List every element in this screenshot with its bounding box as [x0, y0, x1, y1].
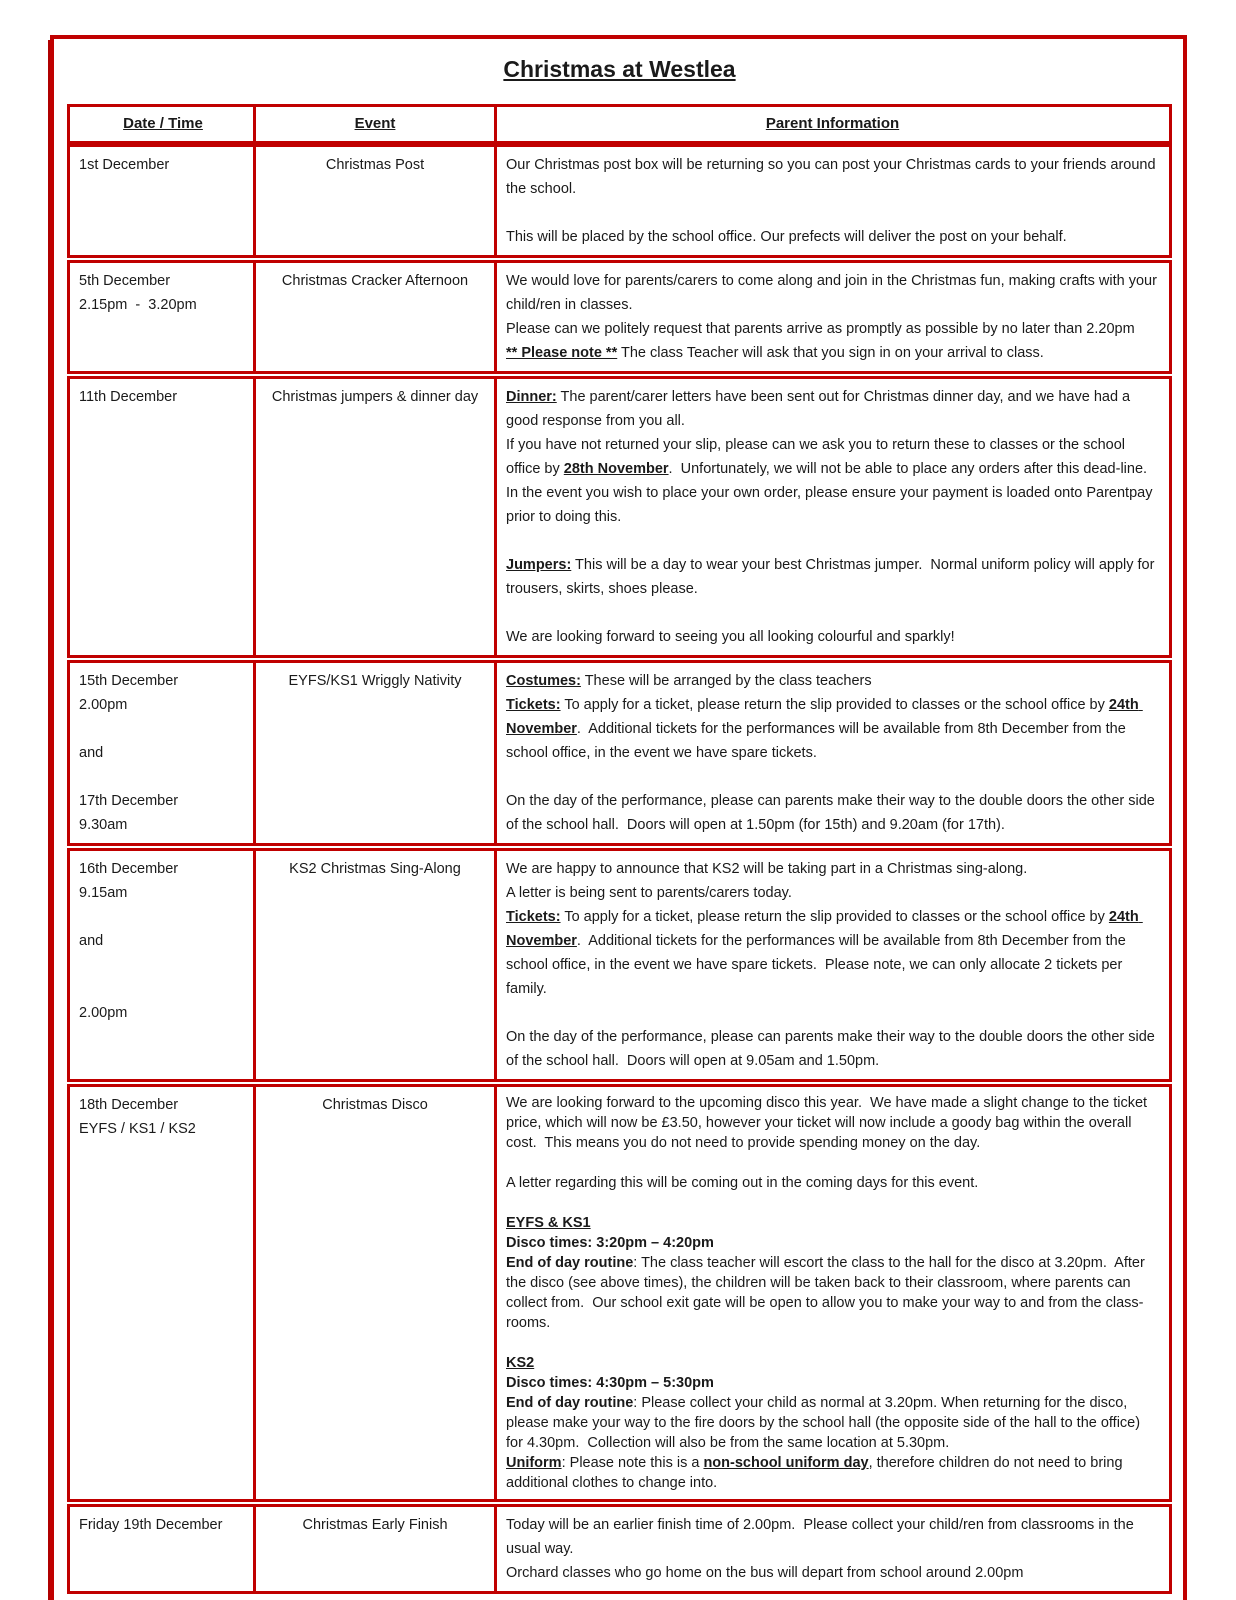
text-run: Today will be an earlier finish time of 2.00pm. Please collect your child/ren from classrooms in the usual way.	[506, 1517, 1138, 1557]
text-run: : The class teacher will escort the class to the hall for the disco at 3.20pm. After the disco (see above times), the children will be taken back to their classroom, where parents can collect from. Our school exit gate will be open to allow you to make your way to and from the class-rooms.	[506, 1255, 1149, 1331]
header-date-time: Date / Time	[70, 107, 256, 141]
date-cell	[70, 1087, 256, 1499]
info-paragraph	[506, 201, 1159, 225]
date-line	[79, 765, 247, 789]
text-run: End of day routine	[506, 1395, 634, 1411]
text-run: Our Christmas post box will be returning so you can post your Christmas cards to your friends around the school.	[506, 157, 1160, 197]
date-line: 2.00pm	[79, 1005, 128, 1021]
date-line: 18th December	[79, 1097, 179, 1113]
text-run: To apply for a ticket, please return the slip provided to classes or the school office by	[560, 909, 1109, 925]
date-line: 9.30am	[79, 817, 128, 833]
date-line: 5th December	[79, 273, 171, 289]
text-run: A letter is being sent to parents/carers today.	[506, 885, 792, 901]
info-paragraph	[506, 601, 1159, 625]
text-run: The parent/carer letters have been sent out for Christmas dinner day, and we have had a good response from you all.	[506, 389, 1135, 429]
info-paragraph	[506, 1173, 1159, 1193]
header-parent-information: Parent Information	[765, 115, 900, 132]
info-paragraph	[506, 905, 1159, 1001]
date-cell	[70, 263, 256, 371]
info-cell	[497, 851, 1169, 1079]
info-paragraph	[506, 1213, 1159, 1233]
date-cell	[70, 663, 256, 843]
info-paragraph	[506, 317, 1159, 341]
event-cell: Christmas Early Finish	[256, 1507, 497, 1591]
date-cell	[70, 851, 256, 1079]
info-paragraph	[506, 1561, 1159, 1585]
text-run: These will be arranged by the class teachers	[580, 673, 872, 689]
table-row	[67, 660, 1172, 846]
date-line	[79, 977, 247, 1001]
info-paragraph	[506, 433, 1159, 529]
event-cell: Christmas Post	[256, 147, 497, 255]
text-run: Tickets:	[506, 697, 561, 713]
text-run: : Please collect your child as normal at 3.20pm. When returning for the disco, please make your way to the fire doors by the school hall (the opposite side of the hall to the office) for 4.30pm. Collection will also be from the same location at 5.30pm.	[506, 1395, 1145, 1451]
info-paragraph	[506, 529, 1159, 553]
info-cell	[497, 379, 1169, 655]
date-line: 2.00pm	[79, 697, 128, 713]
info-paragraph	[506, 225, 1159, 249]
text-run: Dinner:	[506, 389, 557, 405]
date-line: and	[79, 933, 104, 949]
table-row	[67, 1084, 1172, 1502]
info-cell	[497, 263, 1169, 371]
text-run: Disco times: 4:30pm – 5:30pm	[506, 1375, 714, 1391]
text-run: 24th November	[506, 697, 1143, 737]
info-paragraph	[506, 1093, 1159, 1153]
text-run: Tickets:	[506, 909, 561, 925]
info-paragraph	[506, 857, 1159, 881]
date-line	[79, 953, 247, 977]
text-run: EYFS & KS1	[506, 1215, 591, 1231]
info-paragraph	[506, 1153, 1159, 1173]
info-paragraph	[506, 1025, 1159, 1073]
text-run: If you have not returned your slip, please can we ask you to return these to classes or the school office by	[506, 437, 1130, 477]
table-row	[67, 1504, 1172, 1594]
info-paragraph	[506, 881, 1159, 905]
text-run: KS2	[506, 1355, 535, 1371]
text-run: On the day of the performance, please can parents make their way to the double doors the other side of the school hall. Doors will open at 1.50pm (for 15th) and 9.20am (for 17th).	[506, 793, 1159, 833]
text-run: Jumpers:	[506, 557, 572, 573]
header-event: Event	[256, 107, 497, 141]
date-line: 11th December	[79, 389, 178, 405]
date-line: and	[79, 745, 104, 761]
text-run: This will be a day to wear your best Christmas jumper. Normal uniform policy will apply for trousers, skirts, shoes please.	[506, 557, 1159, 597]
info-paragraph	[506, 669, 1159, 693]
text-run: We would love for parents/carers to come along and join in the Christmas fun, making crafts with your child/ren in classes.	[506, 273, 1161, 313]
info-paragraph	[506, 789, 1159, 837]
text-run: To apply for a ticket, please return the slip provided to classes or the school office by	[560, 697, 1109, 713]
page-title: Christmas at Westlea	[503, 56, 736, 82]
text-run: , therefore children do not need to bring additional clothes to change into.	[506, 1455, 1127, 1491]
info-paragraph	[506, 1233, 1159, 1253]
date-cell	[70, 379, 256, 655]
date-line: 16th December	[79, 861, 179, 877]
info-paragraph	[506, 1193, 1159, 1213]
info-paragraph	[506, 269, 1159, 317]
info-paragraph	[506, 1453, 1159, 1493]
text-run: 24th November	[506, 909, 1143, 949]
text-run: ** Please note **	[506, 345, 618, 361]
info-paragraph	[506, 625, 1159, 649]
text-run: The class Teacher will ask that you sign in on your arrival to class.	[617, 345, 1044, 361]
text-run: . Additional tickets for the performances will be available from 8th December from the school office, in the event we have spare tickets. Please note, we can only allocate 2 tickets per family.	[506, 933, 1130, 997]
date-cell	[70, 1507, 256, 1591]
table-body	[67, 144, 1172, 1594]
text-run: Costumes:	[506, 673, 581, 689]
table-row	[67, 260, 1172, 374]
event-cell: KS2 Christmas Sing-Along	[256, 851, 497, 1079]
info-paragraph	[506, 1393, 1159, 1453]
text-run: Orchard classes who go home on the bus will depart from school around 2.00pm	[506, 1565, 1024, 1581]
info-paragraph	[506, 1253, 1159, 1333]
info-cell	[497, 147, 1169, 255]
info-paragraph	[506, 385, 1159, 433]
text-run: This will be placed by the school office. Our prefects will deliver the post on your behalf.	[506, 229, 1067, 245]
date-line: 2.15pm - 3.20pm	[79, 297, 197, 313]
text-run: . Unfortunately, we will not be able to place any orders after this dead-line. In the event you wish to place your own order, please ensure your payment is loaded onto Parentpay prior to doing this.	[506, 461, 1157, 525]
table-header-row	[67, 104, 1172, 144]
info-paragraph	[506, 1513, 1159, 1561]
table-row	[67, 144, 1172, 258]
date-line: Friday 19th December	[79, 1517, 223, 1533]
text-run: non-school uniform day	[703, 1455, 869, 1471]
info-paragraph	[506, 153, 1159, 201]
text-run: Please can we politely request that parents arrive as promptly as possible by no later than 2.20pm	[506, 321, 1135, 337]
text-run: . Additional tickets for the performances will be available from 8th December from the school office, in the event we have spare tickets.	[506, 721, 1130, 761]
info-paragraph	[506, 1001, 1159, 1025]
date-cell	[70, 147, 256, 255]
text-run: We are happy to announce that KS2 will be taking part in a Christmas sing-along.	[506, 861, 1028, 877]
date-line: 17th December	[79, 793, 179, 809]
date-line	[79, 717, 247, 741]
table-row	[67, 376, 1172, 658]
text-run: On the day of the performance, please can parents make their way to the double doors the other side of the school hall. Doors will open at 9.05am and 1.50pm.	[506, 1029, 1159, 1069]
text-run: : Please note this is a	[561, 1455, 704, 1471]
info-paragraph	[506, 1333, 1159, 1353]
event-cell: Christmas jumpers & dinner day	[256, 379, 497, 655]
text-run: We are looking forward to the upcoming disco this year. We have made a slight change to the ticket price, which will now be £3.50, however your ticket will now include a goody bag within the overall cost. This means you do not need to provide spending money on the day.	[506, 1095, 1152, 1151]
info-paragraph	[506, 693, 1159, 765]
events-table	[67, 104, 1172, 1594]
info-cell	[497, 1087, 1169, 1499]
event-cell: EYFS/KS1 Wriggly Nativity	[256, 663, 497, 843]
event-cell: Christmas Cracker Afternoon	[256, 263, 497, 371]
text-run: Disco times: 3:20pm – 4:20pm	[506, 1235, 714, 1251]
date-line: 9.15am	[79, 885, 128, 901]
info-paragraph	[506, 341, 1159, 365]
info-cell	[497, 663, 1169, 843]
info-paragraph	[506, 553, 1159, 601]
info-paragraph	[506, 1373, 1159, 1393]
date-line	[79, 905, 247, 929]
document-page	[50, 35, 1187, 1600]
info-paragraph	[506, 765, 1159, 789]
text-run: We are looking forward to seeing you all looking colourful and sparkly!	[506, 629, 955, 645]
info-cell	[497, 1507, 1169, 1591]
text-run: 28th November	[563, 461, 669, 477]
text-run: End of day routine	[506, 1255, 634, 1271]
event-cell: Christmas Disco	[256, 1087, 497, 1499]
info-paragraph	[506, 1353, 1159, 1373]
date-line: 15th December	[79, 673, 179, 689]
date-line: 1st December	[79, 157, 170, 173]
text-run: Uniform	[506, 1455, 562, 1471]
date-line: EYFS / KS1 / KS2	[79, 1121, 196, 1137]
text-run: A letter regarding this will be coming out in the coming days for this event.	[506, 1175, 979, 1191]
table-row	[67, 848, 1172, 1082]
